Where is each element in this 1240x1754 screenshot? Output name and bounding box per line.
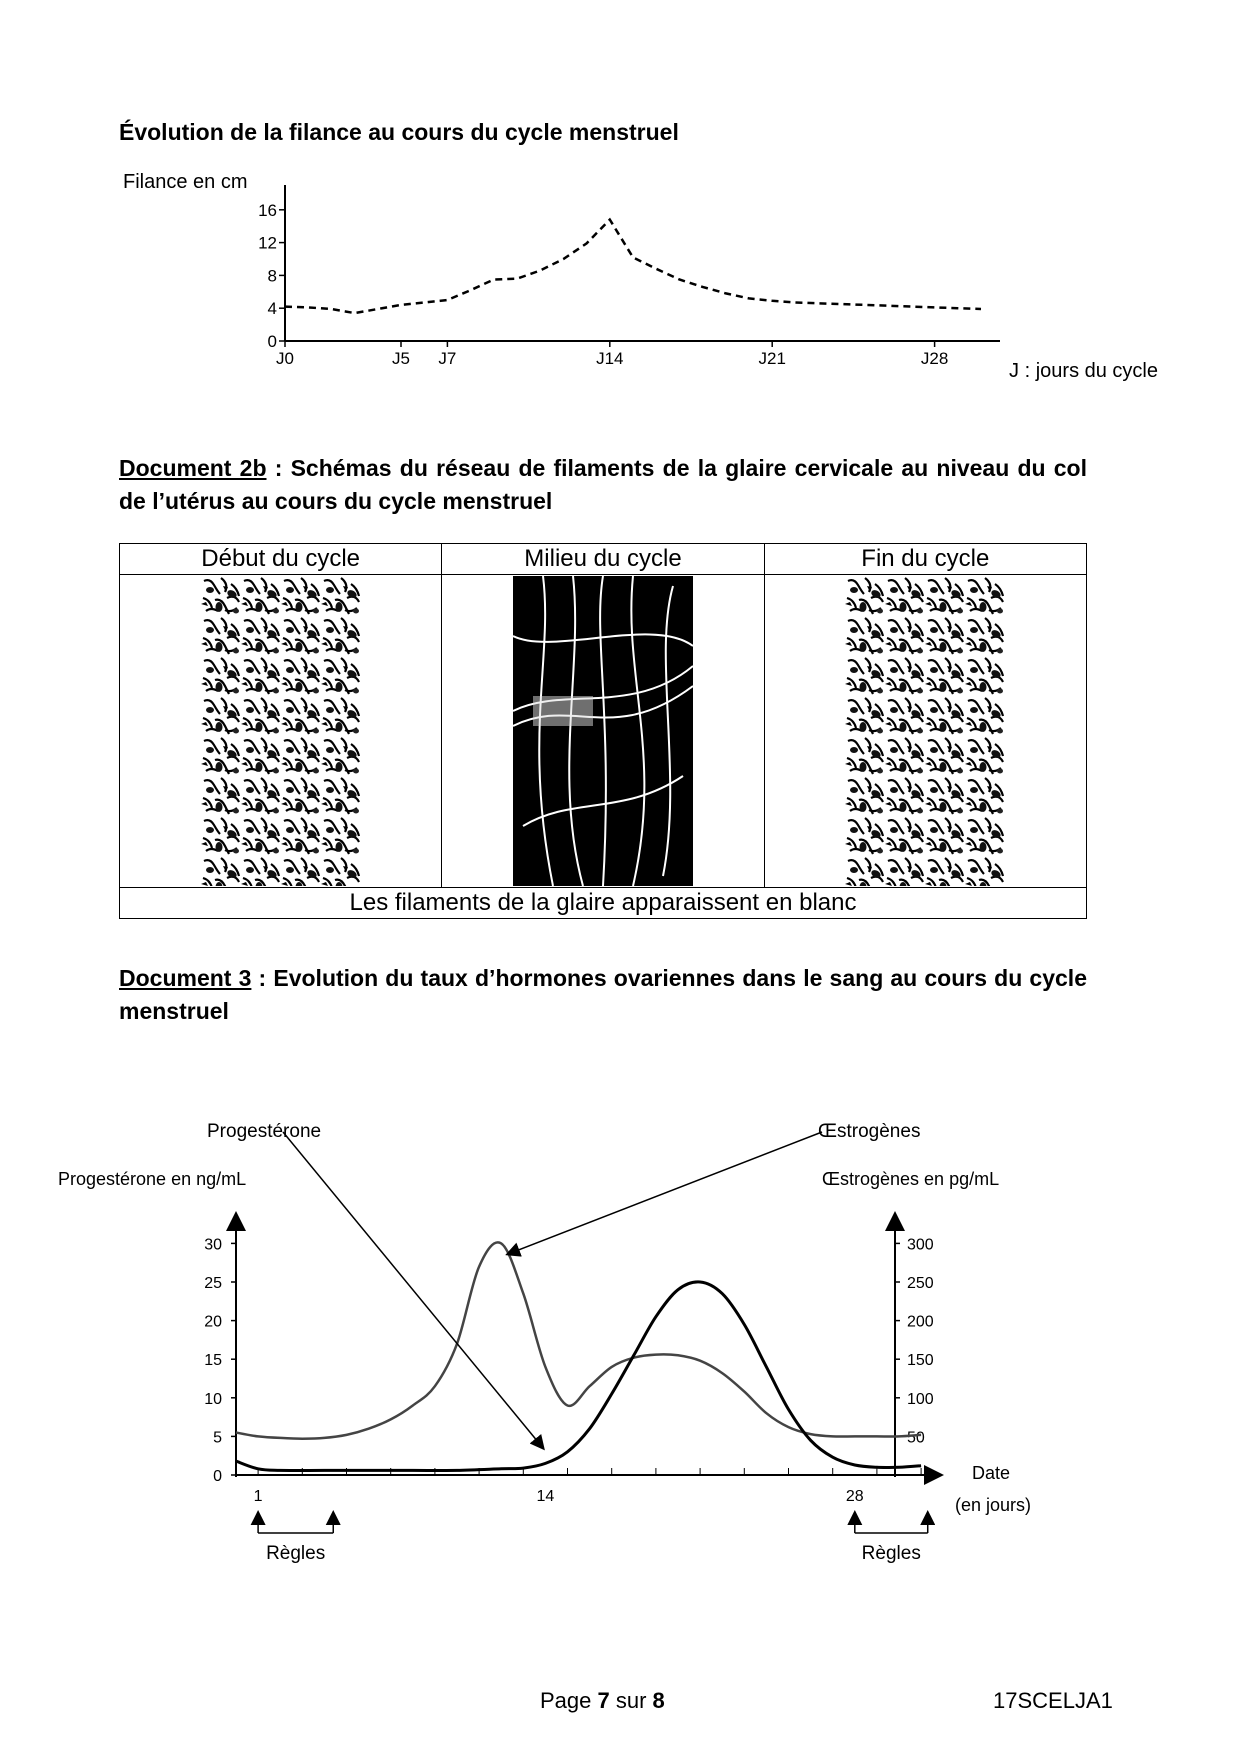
regles-1-label: Règles [266,1543,326,1564]
right-y-tick-label: 300 [907,1236,934,1254]
filance-y-tick-label: 16 [258,200,277,220]
filance-chart [0,0,1240,420]
series-oestrogenes-line [236,1242,921,1438]
col-header-milieu: Milieu du cycle [442,544,764,575]
filance-y-tick-label: 0 [267,332,277,351]
x-tick-label: 14 [536,1488,555,1505]
right-y-tick-label: 100 [907,1390,934,1408]
col-header-debut: Début du cycle [120,544,442,575]
x-label-unit: (en jours) [955,1495,1032,1515]
filance-series-line [285,220,981,314]
right-y-tick-label: 150 [907,1352,934,1370]
left-y-tick-label: 15 [204,1352,222,1370]
doc2b-title: : Schémas du réseau de filaments de la glaire cervicale au niveau du col de l’utérus au cours du cycle menstruel [119,455,1087,514]
right-y-tick-label: 200 [907,1313,934,1331]
filance-x-tick-label: J21 [758,349,786,368]
left-axis-label: Progestérone en ng/mL [58,1169,247,1189]
oestrogenes-pointer-arrow [508,1132,822,1254]
mucus-image-milieu [442,575,764,888]
x-label-date: Date [972,1463,1011,1483]
left-y-tick-label: 30 [204,1236,222,1254]
ann-progesterone: Progestérone [207,1121,322,1142]
regles-2-label: Règles [861,1543,921,1564]
doc3-label: Document 3 [119,965,252,991]
filance-x-tick-label: J14 [596,349,624,368]
page-number [540,1688,665,1714]
left-y-tick-label: 0 [213,1468,222,1485]
doc3-title: : Evolution du taux d’hormones ovariennes dans le sang au cours du cycle menstruel [119,965,1087,1024]
right-y-tick-label: 250 [907,1275,934,1292]
doc2b-label: Document 2b [119,455,267,481]
doc2b-heading [119,452,1087,518]
filance-x-tick-label: J28 [920,349,949,368]
left-y-tick-label: 5 [213,1429,222,1447]
left-y-tick-label: 10 [204,1390,222,1408]
doc2b-table [119,543,1087,919]
progesterone-pointer-arrow [283,1132,543,1448]
filance-x-tick-label: J5 [392,349,410,368]
filance-y-tick-label: 4 [267,299,277,319]
filance-x-tick-label: J0 [276,349,294,368]
mucus-image-fin [764,575,1086,888]
filance-y-tick-label: 8 [267,266,277,286]
filance-xlabel: J : jours du cycle [1009,360,1158,382]
right-y-tick-label: 50 [907,1429,925,1447]
filance-title: Évolution de la filance au cours du cycle menstruel [119,119,679,145]
left-y-tick-label: 25 [204,1275,222,1292]
mucus-image-debut [120,575,442,888]
x-tick-label: 1 [253,1488,263,1505]
filance-ylabel: Filance en cm [123,171,248,193]
doc2b-caption: Les filaments de la glaire apparaissent en blanc [120,888,1087,919]
page-prefix: Page [540,1688,598,1713]
hormones-chart [0,1080,1240,1580]
doc3-heading [119,962,1087,1028]
col-header-fin: Fin du cycle [764,544,1086,575]
filance-y-tick-label: 12 [258,233,277,253]
filance-x-tick-label: J7 [438,349,457,368]
x-tick-label: 28 [845,1488,864,1505]
ann-oestrogenes: Œstrogènes [818,1121,921,1142]
left-y-tick-label: 20 [204,1313,222,1331]
page-current: 7 [597,1688,610,1713]
series-progesterone-line [236,1282,921,1471]
right-axis-label: Œstrogènes en pg/mL [822,1169,1000,1189]
page-total: 8 [652,1688,665,1713]
doc-code: 17SCELJA1 [993,1688,1113,1713]
page-mid: sur [609,1688,653,1713]
